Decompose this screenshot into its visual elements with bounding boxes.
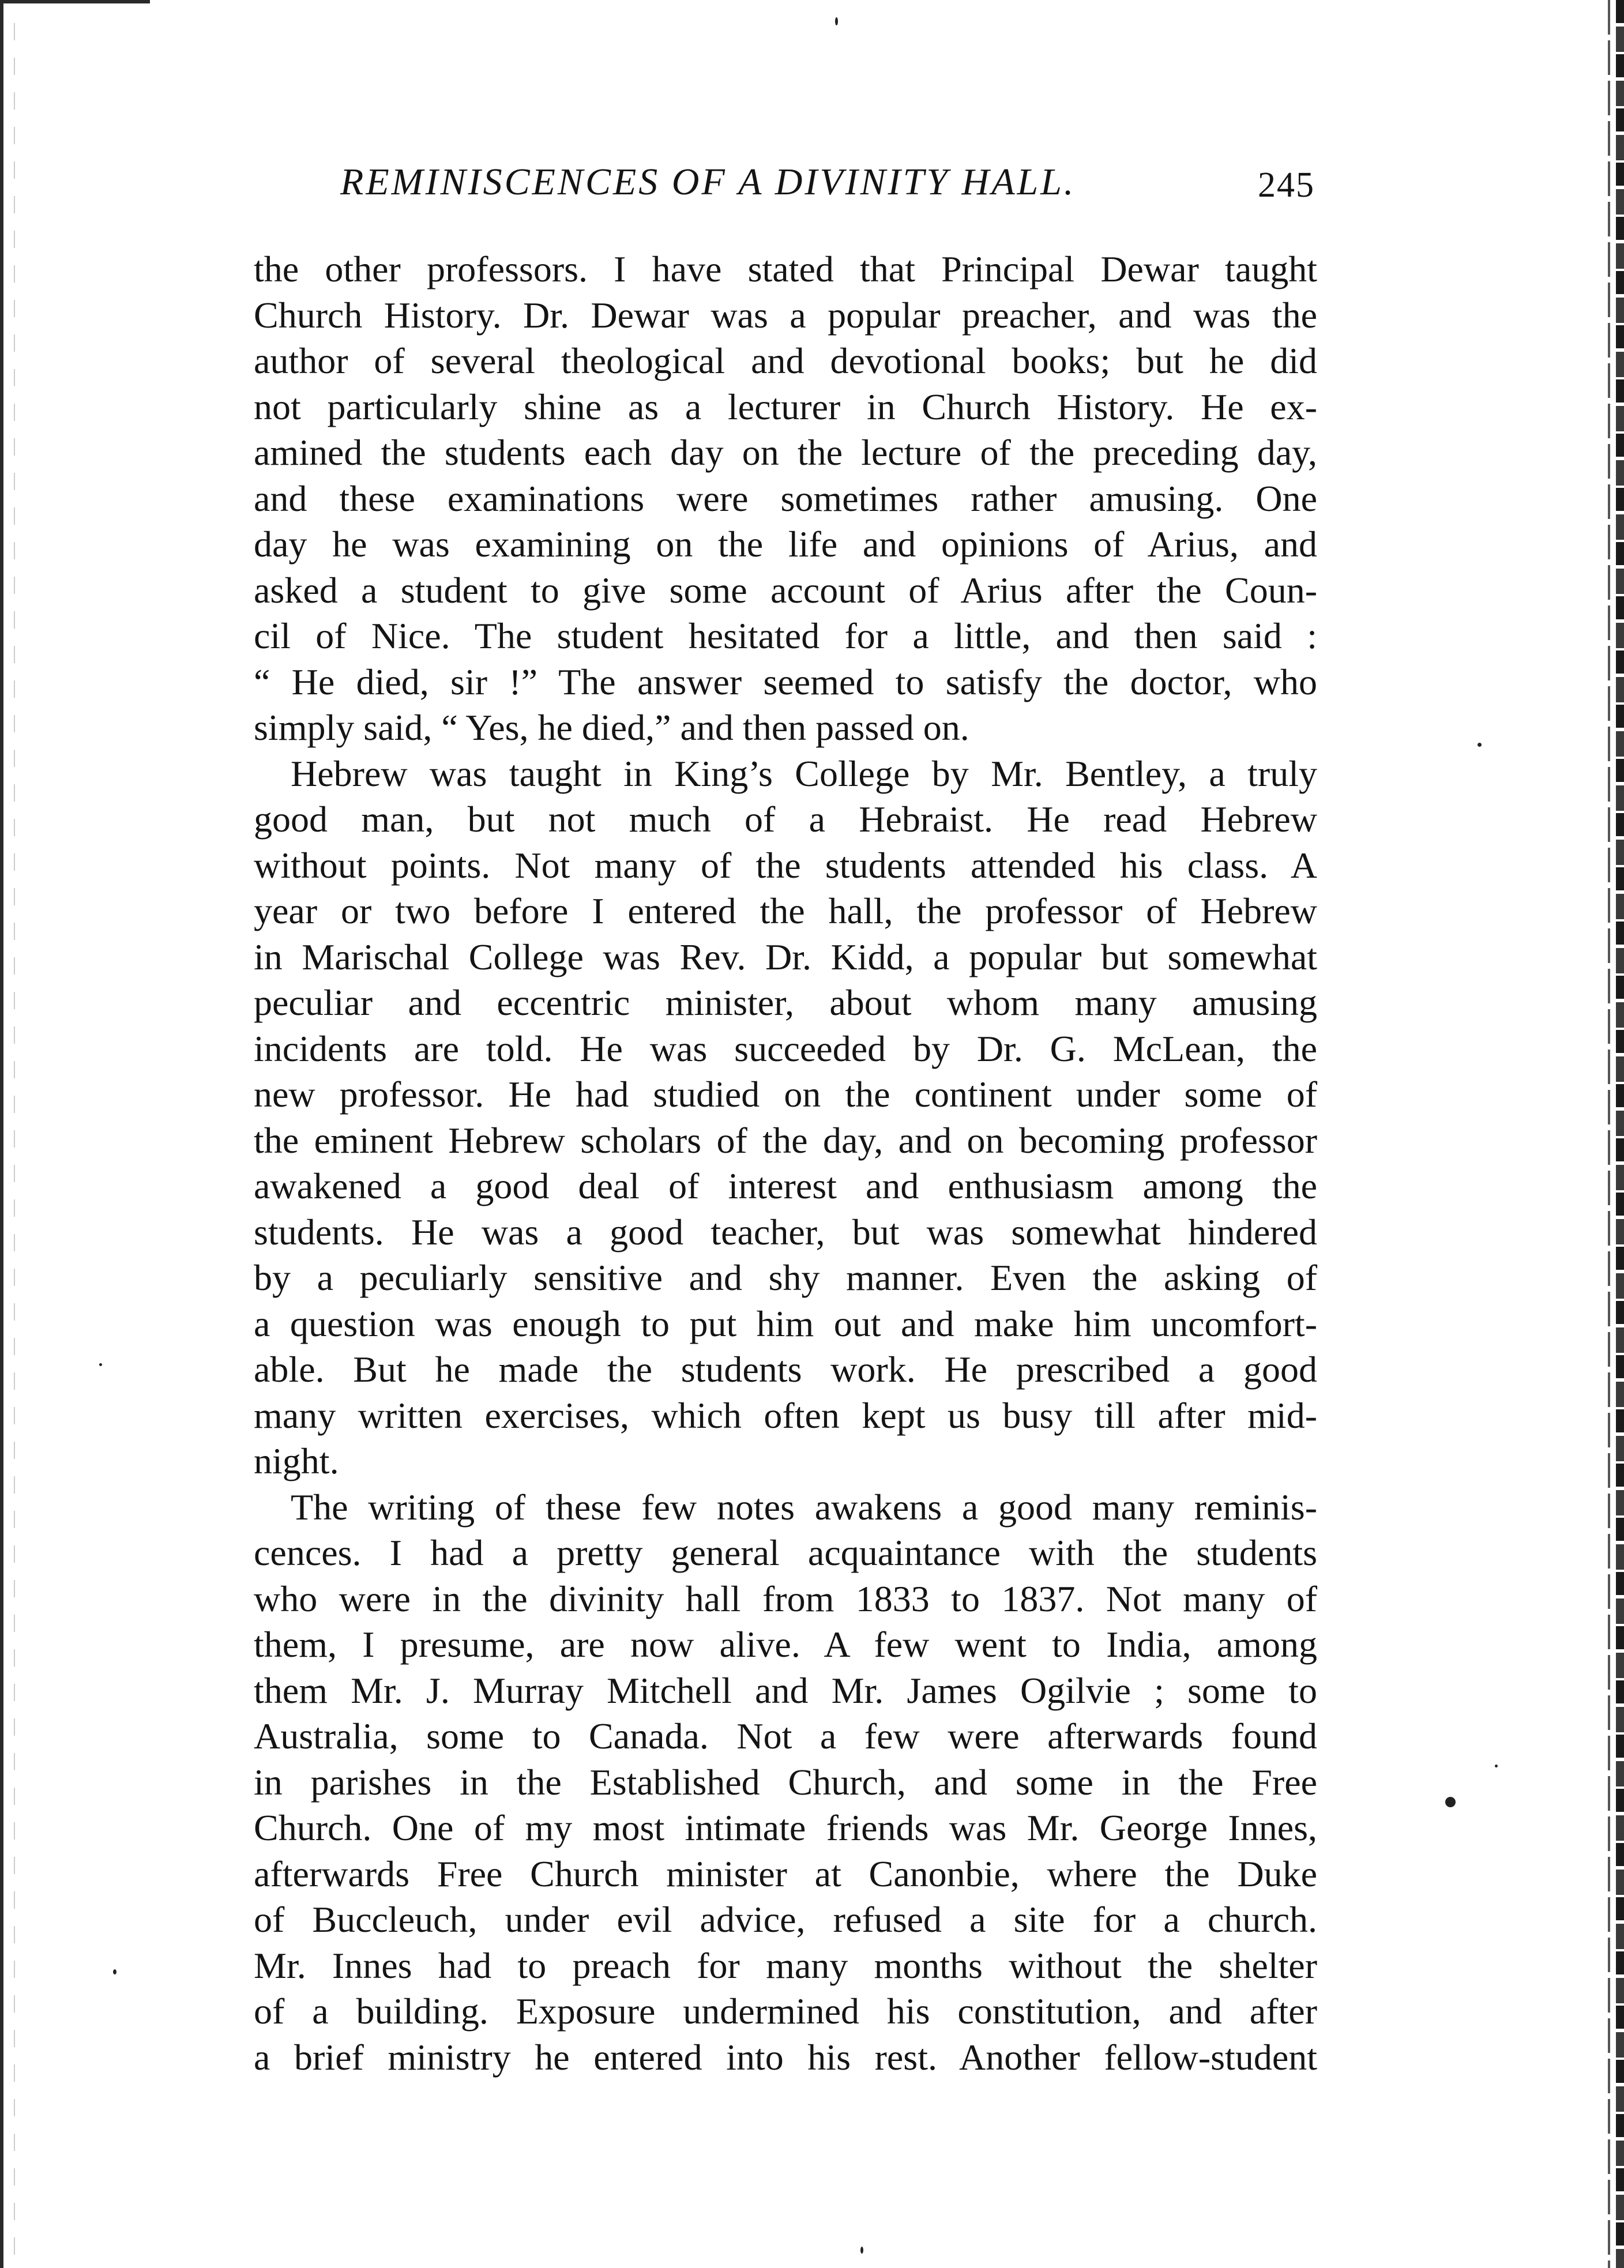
text-line: cences. I had a pretty general acquaintance with the students (254, 1532, 1317, 1573)
text-line: students. He was a good teacher, but was somewhat hindered (254, 1211, 1317, 1253)
scan-border-left (0, 0, 3, 2268)
text-line: year or two before I entered the hall, the professor of Hebrew (254, 890, 1317, 931)
text-line: good man, but not much of a Hebraist. He read Hebrew (254, 799, 1317, 840)
text-line: cil of Nice. The student hesitated for a little, and then said : (254, 615, 1317, 656)
page-number: 245 (1258, 166, 1315, 205)
text-line: Church. One of my most intimate friends was Mr. George Innes, (254, 1807, 1317, 1848)
scan-border-right-inner (1608, 0, 1610, 2268)
text-line: of a building. Exposure undermined his constitution, and after (254, 1991, 1317, 2032)
text-line: in Marischal College was Rev. Dr. Kidd, a popular but somewhat (254, 936, 1317, 977)
text-line: “ He died, sir !” The answer seemed to satisfy the doctor, who (254, 661, 1317, 702)
text-line: the other professors. I have stated that Principal Dewar taught (254, 249, 1317, 289)
text-line: author of several theological and devotional books; but he did (254, 340, 1317, 381)
scan-border-right (1616, 0, 1624, 2268)
text-line: asked a student to give some account of Arius after the Coun- (254, 569, 1317, 611)
scan-speck (1495, 1765, 1498, 1767)
scan-speck (860, 2247, 863, 2254)
text-line: Church History. Dr. Dewar was a popular preacher, and was the (254, 294, 1317, 336)
running-title: REMINISCENCES OF A DIVINITY HALL. (340, 161, 1076, 203)
scan-speck (835, 17, 838, 25)
text-line: new professor. He had studied on the continent under some of (254, 1074, 1317, 1115)
text-line: a question was enough to put him out and make him uncomfort- (254, 1303, 1317, 1344)
text-line: who were in the divinity hall from 1833 to 1837. Not many of (254, 1578, 1317, 1619)
text-line: many written exercises, which often kept us busy till after mid- (254, 1394, 1317, 1436)
scan-speck (1445, 1797, 1456, 1807)
text-line: without points. Not many of the students attended his class. A (254, 844, 1317, 886)
text-line: Australia, some to Canada. Not a few were afterwards found (254, 1716, 1317, 1757)
scan-speck (1478, 743, 1482, 747)
text-line: simply said, “ Yes, he died,” and then passed on. (254, 707, 969, 748)
text-line: day he was examining on the life and opinions of Arius, and (254, 524, 1317, 565)
text-line: not particularly shine as a lecturer in Church History. He ex- (254, 386, 1317, 427)
text-line: amined the students each day on the lecture of the preceding day, (254, 432, 1317, 473)
text-line: night. (254, 1440, 339, 1481)
page-header (254, 160, 1315, 224)
text-line: the eminent Hebrew scholars of the day, and on becoming professor (254, 1119, 1317, 1161)
text-line: in parishes in the Established Church, and some in the Free (254, 1761, 1317, 1803)
body-text (254, 246, 1317, 2080)
text-line: by a peculiarly sensitive and shy manner. Even the asking of (254, 1257, 1317, 1298)
text-line: and these examinations were sometimes rather amusing. One (254, 477, 1317, 519)
text-line: of Buccleuch, under evil advice, refused a site for a church. (254, 1899, 1317, 1940)
scan-speck (99, 1363, 102, 1366)
text-line: them Mr. J. Murray Mitchell and Mr. James Ogilvie ; some to (254, 1669, 1317, 1711)
text-line: a brief ministry he entered into his rest. Another fellow-student (254, 2036, 1317, 2078)
text-line: able. But he made the students work. He prescribed a good (254, 1349, 1317, 1390)
text-line: The writing of these few notes awakens a good many reminis- (291, 1486, 1317, 1528)
text-line: afterwards Free Church minister at Canonbie, where the Duke (254, 1853, 1317, 1894)
text-line: peculiar and eccentric minister, about whom many amusing (254, 982, 1317, 1023)
text-line: awakened a good deal of interest and enthusiasm among the (254, 1165, 1317, 1206)
scan-border-top (0, 0, 150, 3)
text-line: them, I presume, are now alive. A few went to India, among (254, 1624, 1317, 1665)
scan-gutter-line (14, 23, 15, 2261)
scan-speck (113, 1969, 116, 1974)
text-line: Hebrew was taught in King’s College by Mr. Bentley, a truly (291, 753, 1317, 794)
text-line: incidents are told. He was succeeded by Dr. G. McLean, the (254, 1028, 1317, 1069)
text-line: Mr. Innes had to preach for many months without the shelter (254, 1944, 1317, 1986)
